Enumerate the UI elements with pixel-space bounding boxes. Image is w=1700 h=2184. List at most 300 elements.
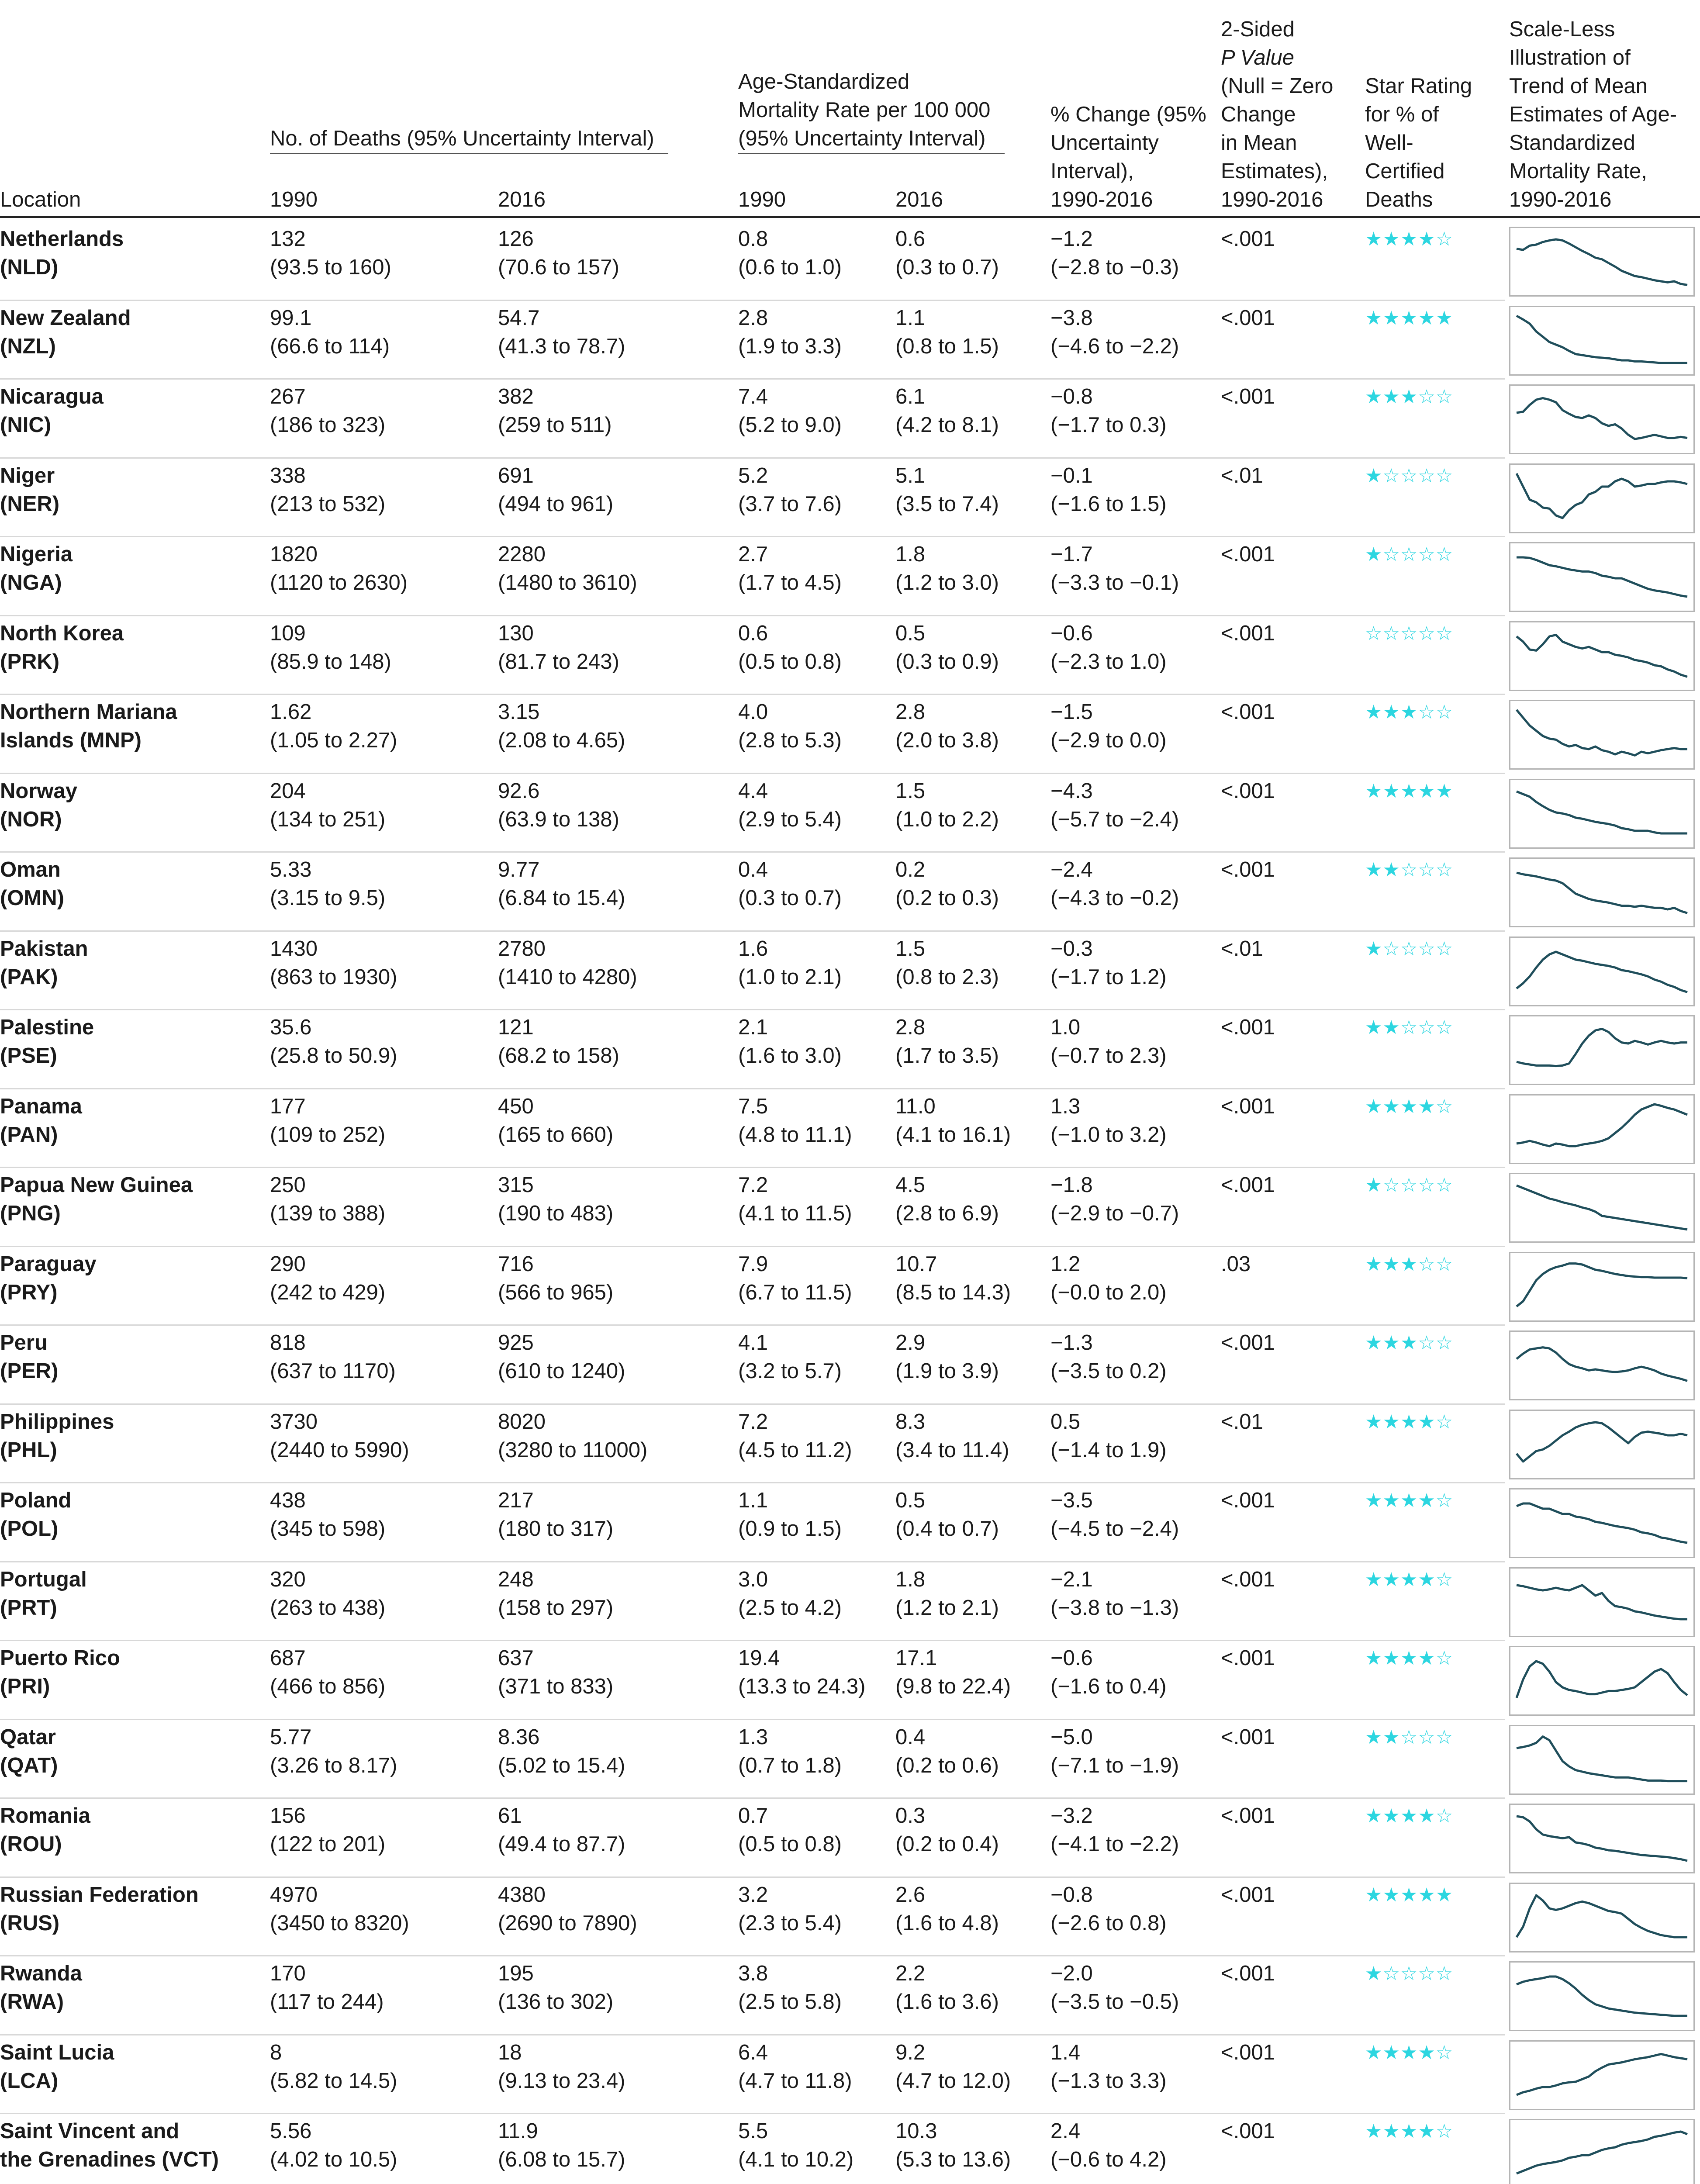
rate-2016-interval: (1.6 to 3.6)	[895, 1990, 999, 2014]
deaths-2016-interval: (5.02 to 15.4)	[498, 1753, 625, 1777]
p-value-cell	[1221, 304, 1275, 332]
deaths-2016-cell	[498, 1329, 625, 1386]
p-value-cell	[1221, 1486, 1275, 1515]
deaths-2016-cell	[498, 935, 637, 992]
location-value: Romania	[0, 1804, 90, 1828]
trend-line	[1517, 1895, 1687, 1937]
rate-group-line-3: (95% Uncertainty Interval)	[738, 127, 986, 150]
deaths-2016-cell	[498, 1092, 613, 1149]
rate-1990-interval: (0.6 to 1.0)	[738, 256, 842, 279]
star-rating: ★★★★☆	[1365, 1648, 1454, 1669]
rate-1990-interval: (2.8 to 5.3)	[738, 729, 842, 752]
deaths-group-rule	[270, 153, 668, 154]
p-value-value: <.001	[1221, 779, 1275, 803]
p-value-value: <.001	[1221, 227, 1275, 251]
trend-sparkline	[1509, 542, 1695, 612]
pct-change-cell	[1050, 698, 1167, 755]
trend-chart	[1510, 780, 1693, 847]
location-interval: (RUS)	[0, 1911, 60, 1935]
p-value-cell	[1221, 1092, 1275, 1121]
deaths-2016-interval: (259 to 511)	[498, 413, 612, 437]
location-cell	[0, 1565, 87, 1622]
p-value-value: <.001	[1221, 1173, 1275, 1197]
row-divider	[0, 457, 1505, 459]
location-interval: (NER)	[0, 492, 60, 516]
p-value-cell	[1221, 462, 1263, 490]
rate-2016-interval: (3.5 to 7.4)	[895, 492, 999, 516]
location-value: Russian Federation	[0, 1883, 199, 1907]
pct-change-cell	[1050, 1881, 1167, 1938]
location-cell	[0, 619, 124, 676]
pct-change-cell	[1050, 1408, 1167, 1465]
deaths-1990-cell	[270, 1881, 409, 1938]
star-rating: ★☆☆☆☆	[1365, 465, 1454, 487]
deaths-2016-interval: (494 to 961)	[498, 492, 614, 516]
deaths-1990-interval: (1120 to 2630)	[270, 571, 408, 594]
rate-1990-value: 7.5	[738, 1094, 768, 1118]
pct-change-cell	[1050, 383, 1167, 439]
rate-1990-cell	[738, 935, 842, 992]
location-value: Pakistan	[0, 936, 88, 961]
deaths-1990-value: 438	[270, 1489, 306, 1512]
trend-sparkline	[1509, 1330, 1695, 1400]
p-value-value: <.001	[1221, 1883, 1275, 1907]
pct-change-value: −1.7	[1050, 543, 1093, 566]
rate-1990-interval: (0.7 to 1.8)	[738, 1753, 842, 1777]
rate-2016-value: 17.1	[895, 1646, 937, 1670]
rate-group-rule	[738, 153, 1005, 154]
rate-1990-value: 3.2	[738, 1883, 768, 1907]
pct-change-cell	[1050, 1565, 1179, 1622]
deaths-2016-cell	[498, 777, 619, 834]
deaths-2016-cell	[498, 2039, 625, 2095]
trend-chart	[1510, 2120, 1693, 2184]
deaths-2016-value: 2280	[498, 543, 546, 566]
rate-1990-value: 19.4	[738, 1646, 780, 1670]
p-value-cell	[1221, 1250, 1251, 1279]
trend-chart	[1510, 1489, 1693, 1557]
deaths-2016-interval: (158 to 297)	[498, 1596, 614, 1620]
location-interval: (PRK)	[0, 650, 60, 674]
rate-1990-interval: (1.0 to 2.1)	[738, 965, 842, 989]
trend-chart	[1510, 1884, 1693, 1951]
pct-change-value: −1.3	[1050, 1331, 1093, 1355]
trend-sparkline	[1509, 2040, 1695, 2110]
rate-1990-interval: (4.1 to 11.5)	[738, 1202, 852, 1225]
pct-change-interval: (−5.7 to −2.4)	[1050, 807, 1179, 831]
location-cell	[0, 1959, 82, 2016]
p-value-cell	[1221, 1723, 1275, 1752]
p-value-cell	[1221, 619, 1275, 648]
header-pct-change: % Change (95% Uncertainty Interval), 1990-2016	[1050, 103, 1206, 211]
location-value: Saint Vincent and	[0, 2119, 180, 2143]
deaths-2016-interval: (70.6 to 157)	[498, 256, 619, 279]
deaths-2016-value: 11.9	[498, 2119, 538, 2143]
pct-change-value: −2.1	[1050, 1567, 1093, 1591]
deaths-2016-interval: (610 to 1240)	[498, 1359, 625, 1383]
pct-change-interval: (−2.6 to 0.8)	[1050, 1911, 1167, 1935]
rate-1990-interval: (2.5 to 4.2)	[738, 1596, 842, 1620]
location-cell	[0, 304, 131, 361]
p-value-cell	[1221, 1881, 1275, 1909]
deaths-2016-value: 691	[498, 463, 534, 487]
pct-change-value: −0.8	[1050, 385, 1093, 408]
rate-2016-value: 0.4	[895, 1725, 926, 1749]
deaths-2016-value: 4380	[498, 1883, 546, 1907]
star-rating: ★★★★★	[1365, 307, 1454, 329]
trend-line	[1517, 2132, 1687, 2174]
p-value-value: <.001	[1221, 1804, 1275, 1828]
rate-1990-cell	[738, 1565, 842, 1622]
rate-2016-value: 4.5	[895, 1173, 926, 1197]
p-value-value: <.001	[1221, 1489, 1275, 1512]
rate-1990-value: 0.4	[738, 858, 768, 881]
pct-change-value: −2.0	[1050, 1962, 1093, 1985]
trend-line	[1517, 1503, 1687, 1543]
rate-2016-interval: (1.2 to 2.1)	[895, 1596, 999, 1620]
trend-chart	[1510, 228, 1693, 295]
pct-change-value: 2.4	[1050, 2119, 1081, 2143]
deaths-1990-interval: (139 to 388)	[270, 1202, 386, 1225]
deaths-1990-cell	[270, 304, 390, 361]
rate-1990-value: 1.1	[738, 1489, 768, 1512]
rate-1990-value: 3.0	[738, 1567, 768, 1591]
p-value-value: <.001	[1221, 543, 1275, 566]
rate-1990-cell	[738, 462, 842, 518]
deaths-2016-interval: (180 to 317)	[498, 1517, 614, 1541]
pct-change-interval: (−1.3 to 3.3)	[1050, 2069, 1167, 2093]
row-divider	[0, 536, 1505, 537]
pct-change-cell	[1050, 856, 1179, 912]
deaths-1990-value: 132	[270, 227, 306, 251]
pct-change-cell	[1050, 1171, 1179, 1228]
trend-line	[1517, 635, 1687, 677]
deaths-2016-cell	[498, 1486, 613, 1543]
pct-change-cell	[1050, 2039, 1167, 2095]
location-interval: (PAK)	[0, 965, 58, 989]
rate-2016-interval: (0.8 to 2.3)	[895, 965, 999, 989]
pct-change-interval: (−4.1 to −2.2)	[1050, 1832, 1179, 1856]
rate-2016-cell	[895, 383, 999, 439]
rate-1990-value: 2.1	[738, 1016, 768, 1039]
trend-chart	[1510, 1253, 1693, 1320]
deaths-2016-value: 8.36	[498, 1725, 540, 1749]
pct-change-cell	[1050, 1013, 1167, 1070]
rate-1990-cell	[738, 1881, 842, 1938]
deaths-1990-cell	[270, 1565, 385, 1622]
p-value-cell	[1221, 1644, 1275, 1673]
deaths-2016-value: 92.6	[498, 779, 540, 803]
deaths-2016-cell	[498, 856, 625, 912]
rate-1990-interval: (0.5 to 0.8)	[738, 1832, 842, 1856]
deaths-1990-interval: (3.26 to 8.17)	[270, 1753, 397, 1777]
deaths-1990-cell	[270, 383, 385, 439]
header-rate-group	[738, 0, 1026, 153]
pct-change-interval: (−1.7 to 1.2)	[1050, 965, 1167, 989]
location-value: Paraguay	[0, 1252, 97, 1276]
deaths-1990-value: 35.6	[270, 1016, 312, 1039]
deaths-2016-cell	[498, 462, 613, 518]
rate-1990-cell	[738, 856, 842, 912]
pct-change-value: −1.5	[1050, 700, 1093, 724]
deaths-2016-interval: (2690 to 7890)	[498, 1911, 637, 1935]
rate-1990-interval: (1.7 to 4.5)	[738, 571, 842, 594]
trend-sparkline	[1509, 936, 1695, 1006]
rate-1990-value: 2.7	[738, 543, 768, 566]
location-cell	[0, 856, 64, 912]
location-cell	[0, 1171, 193, 1228]
row-divider	[0, 773, 1505, 774]
trend-chart	[1510, 1174, 1693, 1241]
rate-1990-interval: (5.2 to 9.0)	[738, 413, 842, 437]
pct-change-value: −3.5	[1050, 1489, 1093, 1512]
rate-2016-interval: (8.5 to 14.3)	[895, 1280, 1011, 1304]
location-interval: (PSE)	[0, 1044, 57, 1068]
deaths-1990-cell	[270, 619, 391, 676]
star-rating: ★★★★☆	[1365, 228, 1454, 250]
rate-2016-value: 1.8	[895, 543, 926, 566]
rate-2016-interval: (5.3 to 13.6)	[895, 2148, 1011, 2171]
p-value-value: .03	[1221, 1252, 1251, 1276]
row-divider	[0, 1719, 1505, 1720]
location-cell	[0, 383, 104, 439]
rate-2016-cell	[895, 1723, 999, 1780]
rate-group-line-2: Mortality Rate per 100 000	[738, 98, 991, 122]
rate-2016-interval: (1.9 to 3.9)	[895, 1359, 999, 1383]
deaths-2016-value: 121	[498, 1016, 534, 1039]
trend-line	[1517, 239, 1687, 285]
deaths-2016-value: 716	[498, 1252, 534, 1276]
pct-change-interval: (−0.6 to 4.2)	[1050, 2148, 1167, 2171]
p-value-value: <.001	[1221, 1016, 1275, 1039]
trend-line	[1517, 557, 1687, 597]
row-divider	[0, 1009, 1505, 1010]
deaths-2016-value: 217	[498, 1489, 534, 1512]
location-interval: (RWA)	[0, 1990, 64, 2014]
rate-2016-cell	[895, 304, 999, 361]
deaths-2016-cell	[498, 1250, 613, 1307]
rate-2016-value: 0.5	[895, 621, 926, 645]
star-rating: ☆☆☆☆☆	[1365, 622, 1454, 644]
trend-chart	[1510, 307, 1693, 374]
rate-1990-cell	[738, 1723, 842, 1780]
rate-2016-value: 1.8	[895, 1567, 926, 1591]
trend-sparkline	[1509, 1646, 1695, 1716]
deaths-2016-cell	[498, 225, 619, 282]
rate-2016-value: 2.8	[895, 1016, 926, 1039]
rate-1990-cell	[738, 1959, 842, 2016]
deaths-2016-cell	[498, 1723, 625, 1780]
rate-2016-cell	[895, 1013, 999, 1070]
trend-sparkline	[1509, 2119, 1695, 2184]
rate-2016-cell	[895, 1250, 1011, 1307]
deaths-1990-interval: (134 to 251)	[270, 807, 386, 831]
deaths-1990-cell	[270, 1171, 385, 1228]
rate-2016-interval: (2.8 to 6.9)	[895, 1202, 999, 1225]
rate-1990-value: 6.4	[738, 2040, 768, 2064]
location-interval: Islands (MNP)	[0, 729, 142, 752]
trend-sparkline	[1509, 1883, 1695, 1952]
row-divider	[0, 1955, 1505, 1956]
location-interval: (PAN)	[0, 1123, 58, 1147]
deaths-2016-cell	[498, 1644, 613, 1701]
rate-1990-cell	[738, 1092, 852, 1149]
pct-change-interval: (−4.6 to −2.2)	[1050, 334, 1179, 358]
deaths-2016-interval: (9.13 to 23.4)	[498, 2069, 625, 2093]
p-value-cell	[1221, 1802, 1275, 1830]
location-value: Saint Lucia	[0, 2040, 114, 2064]
rate-1990-cell	[738, 1408, 852, 1465]
rate-2016-value: 0.2	[895, 858, 926, 881]
location-interval: (PRY)	[0, 1280, 58, 1304]
location-interval: (PRI)	[0, 1675, 50, 1698]
trend-sparkline	[1509, 1410, 1695, 1479]
deaths-1990-interval: (186 to 323)	[270, 413, 386, 437]
deaths-1990-value: 170	[270, 1962, 306, 1985]
p-value-cell	[1221, 2117, 1275, 2146]
deaths-1990-cell	[270, 935, 397, 992]
trend-sparkline	[1509, 1173, 1695, 1243]
trend-chart	[1510, 1726, 1693, 1794]
deaths-2016-value: 382	[498, 385, 534, 408]
deaths-1990-value: 290	[270, 1252, 306, 1276]
rate-1990-cell	[738, 1013, 842, 1070]
rate-1990-cell	[738, 1329, 842, 1386]
deaths-1990-interval: (117 to 244)	[270, 1990, 384, 2014]
p-value-cell	[1221, 540, 1275, 569]
deaths-1990-interval: (242 to 429)	[270, 1280, 386, 1304]
star-rating: ★☆☆☆☆	[1365, 544, 1454, 565]
rate-2016-interval: (0.3 to 0.9)	[895, 650, 999, 674]
star-rating: ★★★★☆	[1365, 1411, 1454, 1433]
trend-line	[1517, 1661, 1687, 1698]
rate-1990-cell	[738, 777, 842, 834]
p-value-value: <.001	[1221, 1331, 1275, 1355]
pct-change-value: −5.0	[1050, 1725, 1093, 1749]
deaths-1990-value: 267	[270, 385, 306, 408]
deaths-2016-interval: (1480 to 3610)	[498, 571, 637, 594]
rate-1990-value: 7.2	[738, 1410, 768, 1434]
p-value-value: <.01	[1221, 463, 1263, 487]
pct-change-value: −1.8	[1050, 1173, 1093, 1197]
deaths-1990-cell	[270, 1486, 385, 1543]
header-deaths-group: No. of Deaths (95% Uncertainty Interval)	[270, 127, 654, 150]
rate-2016-value: 0.6	[895, 227, 926, 251]
p-value-cell	[1221, 2039, 1275, 2067]
pct-change-interval: (−2.3 to 1.0)	[1050, 650, 1167, 674]
pct-change-cell	[1050, 1486, 1179, 1543]
pct-change-value: −0.6	[1050, 1646, 1093, 1670]
deaths-1990-value: 3730	[270, 1410, 318, 1434]
pct-change-cell	[1050, 540, 1179, 597]
pct-change-value: −0.8	[1050, 1883, 1093, 1907]
location-value: Netherlands	[0, 227, 124, 251]
star-rating: ★★★★☆	[1365, 2042, 1454, 2063]
location-interval: (ROU)	[0, 1832, 62, 1856]
location-cell	[0, 1802, 90, 1859]
location-value: Peru	[0, 1331, 48, 1355]
rate-2016-cell	[895, 1959, 999, 2016]
deaths-2016-cell	[498, 304, 625, 361]
row-divider	[0, 694, 1505, 695]
rate-1990-interval: (0.5 to 0.8)	[738, 650, 842, 674]
header-star-rating: Star Rating for % of Well- Certified Deaths	[1365, 74, 1472, 211]
trend-sparkline	[1509, 1094, 1695, 1164]
trend-chart	[1510, 1569, 1693, 1636]
rate-2016-interval: (1.0 to 2.2)	[895, 807, 999, 831]
deaths-1990-value: 99.1	[270, 306, 312, 330]
p-value-value: <.001	[1221, 1725, 1275, 1749]
trend-sparkline	[1509, 1567, 1695, 1637]
deaths-1990-value: 4970	[270, 1883, 318, 1907]
row-divider	[0, 1088, 1505, 1089]
trend-sparkline	[1509, 1725, 1695, 1795]
deaths-2016-value: 2780	[498, 936, 546, 961]
pct-change-value: −0.1	[1050, 463, 1093, 487]
location-interval: (NGA)	[0, 571, 62, 594]
location-value: Poland	[0, 1489, 72, 1512]
location-value: Philippines	[0, 1410, 114, 1434]
rate-2016-value: 1.1	[895, 306, 926, 330]
rate-1990-cell	[738, 1644, 865, 1701]
location-value: Palestine	[0, 1016, 94, 1039]
star-rating: ★★☆☆☆	[1365, 1017, 1454, 1038]
trend-chart	[1510, 543, 1693, 611]
trend-chart	[1510, 1647, 1693, 1714]
location-interval: the Grenadines (VCT)	[0, 2148, 219, 2171]
pct-change-cell	[1050, 777, 1179, 834]
p-value-cell	[1221, 777, 1275, 805]
rate-2016-cell	[895, 225, 999, 282]
deaths-2016-value: 195	[498, 1962, 534, 1985]
pct-change-cell	[1050, 462, 1167, 518]
deaths-2016-cell	[498, 1802, 625, 1859]
location-cell	[0, 777, 77, 834]
deaths-1990-interval: (85.9 to 148)	[270, 650, 391, 674]
rate-2016-interval: (0.3 to 0.7)	[895, 256, 999, 279]
deaths-2016-interval: (68.2 to 158)	[498, 1044, 619, 1068]
trend-chart	[1510, 859, 1693, 926]
location-cell	[0, 1013, 94, 1070]
rate-1990-cell	[738, 1486, 842, 1543]
location-interval: (LCA)	[0, 2069, 59, 2093]
star-rating: ★☆☆☆☆	[1365, 1175, 1454, 1196]
location-value: Qatar	[0, 1725, 56, 1749]
location-value: Papua New Guinea	[0, 1173, 193, 1197]
deaths-2016-value: 126	[498, 227, 534, 251]
trend-line	[1517, 1816, 1687, 1861]
row-divider	[0, 851, 1505, 853]
rate-1990-value: 4.1	[738, 1331, 768, 1355]
rate-1990-interval: (0.9 to 1.5)	[738, 1517, 842, 1541]
rate-2016-cell	[895, 777, 999, 834]
pct-change-value: 1.0	[1050, 1016, 1081, 1039]
rate-1990-cell	[738, 225, 842, 282]
trend-chart	[1510, 2042, 1693, 2109]
rate-2016-interval: (1.2 to 3.0)	[895, 571, 999, 594]
location-cell	[0, 1486, 71, 1543]
location-cell	[0, 2039, 114, 2095]
pct-change-cell	[1050, 935, 1167, 992]
rate-1990-value: 2.8	[738, 306, 768, 330]
rate-1990-interval: (0.3 to 0.7)	[738, 886, 842, 910]
location-value: Nicaragua	[0, 385, 104, 408]
star-rating: ★★★★☆	[1365, 1569, 1454, 1590]
row-divider	[0, 1324, 1505, 1326]
deaths-1990-cell	[270, 462, 385, 518]
trend-line	[1517, 398, 1687, 439]
trend-sparkline	[1509, 1804, 1695, 1873]
